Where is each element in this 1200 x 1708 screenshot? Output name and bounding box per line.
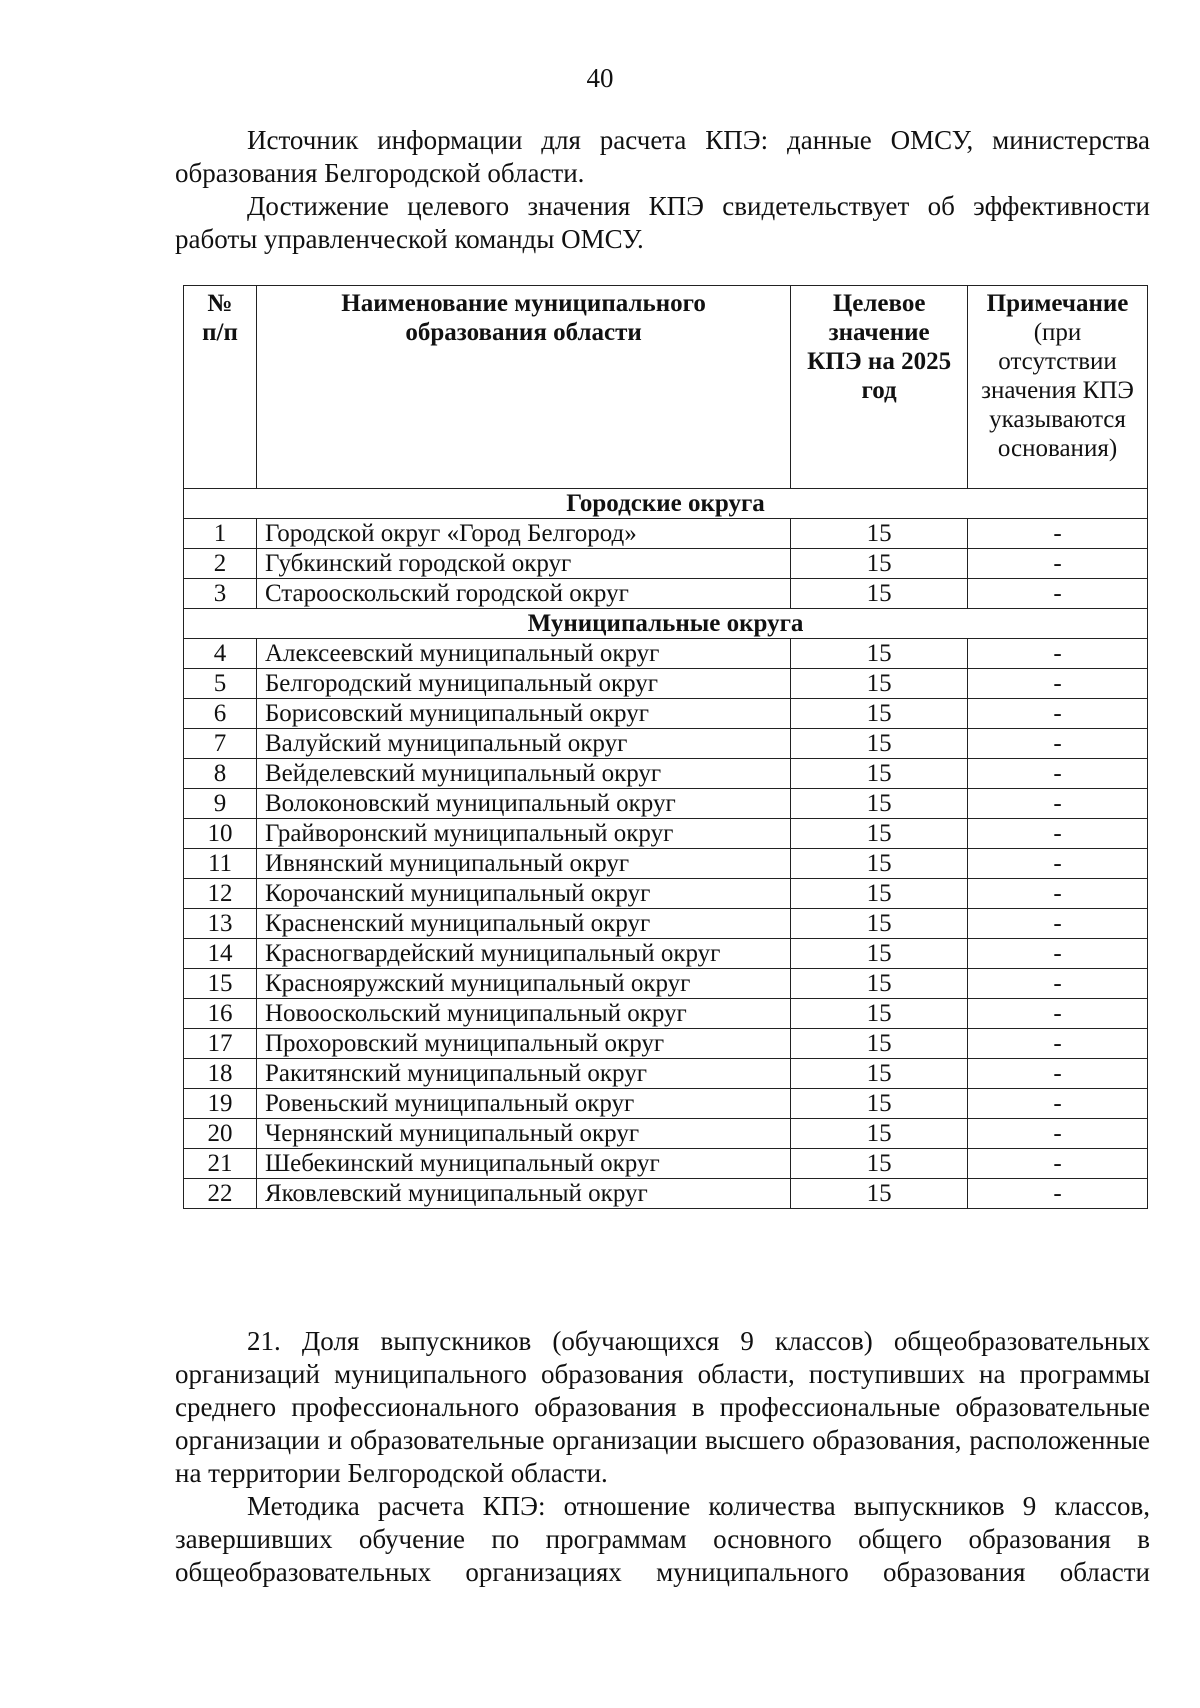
row-number: 19 bbox=[184, 1089, 257, 1119]
table-row bbox=[184, 549, 1148, 579]
table-row bbox=[184, 519, 1148, 549]
row-target-value: 15 bbox=[791, 1059, 968, 1089]
row-note: - bbox=[968, 639, 1148, 669]
row-target-value: 15 bbox=[791, 549, 968, 579]
table-row bbox=[184, 1149, 1148, 1179]
row-note: - bbox=[968, 549, 1148, 579]
table-row bbox=[184, 1119, 1148, 1149]
row-name: Ровеньский муниципальный округ bbox=[256, 1089, 790, 1119]
row-note: - bbox=[968, 1119, 1148, 1149]
table-row bbox=[184, 849, 1148, 879]
row-target-value: 15 bbox=[791, 639, 968, 669]
row-name: Борисовский муниципальный округ bbox=[256, 699, 790, 729]
group-title: Муниципальные округа bbox=[184, 609, 1148, 639]
row-name: Шебекинский муниципальный округ bbox=[256, 1149, 790, 1179]
row-number: 10 bbox=[184, 819, 257, 849]
table-header-row bbox=[184, 286, 1148, 489]
row-name: Красненский муниципальный округ bbox=[256, 909, 790, 939]
row-number: 12 bbox=[184, 879, 257, 909]
group-title: Городские округа bbox=[184, 489, 1148, 519]
row-target-value: 15 bbox=[791, 969, 968, 999]
row-target-value: 15 bbox=[791, 579, 968, 609]
row-target-value: 15 bbox=[791, 879, 968, 909]
row-note: - bbox=[968, 909, 1148, 939]
row-target-value: 15 bbox=[791, 729, 968, 759]
row-target-value: 15 bbox=[791, 789, 968, 819]
row-number: 6 bbox=[184, 699, 257, 729]
row-number: 13 bbox=[184, 909, 257, 939]
row-name: Яковлевский муниципальный округ bbox=[256, 1179, 790, 1209]
source-paragraph: Источник информации для расчета КПЭ: данные ОМСУ, министерства образования Белгородской области. bbox=[175, 125, 1150, 188]
table-row bbox=[184, 879, 1148, 909]
row-target-value: 15 bbox=[791, 909, 968, 939]
row-number: 21 bbox=[184, 1149, 257, 1179]
row-name: Ракитянский муниципальный округ bbox=[256, 1059, 790, 1089]
row-note: - bbox=[968, 729, 1148, 759]
row-name: Губкинский городской округ bbox=[256, 549, 790, 579]
row-target-value: 15 bbox=[791, 939, 968, 969]
row-number: 11 bbox=[184, 849, 257, 879]
row-number: 18 bbox=[184, 1059, 257, 1089]
row-note: - bbox=[968, 939, 1148, 969]
row-note: - bbox=[968, 879, 1148, 909]
row-target-value: 15 bbox=[791, 1029, 968, 1059]
row-number: 17 bbox=[184, 1029, 257, 1059]
row-name: Новооскольский муниципальный округ bbox=[256, 999, 790, 1029]
row-name: Городской округ «Город Белгород» bbox=[256, 519, 790, 549]
row-number: 1 bbox=[184, 519, 257, 549]
kpe-table bbox=[183, 285, 1148, 1209]
table-row bbox=[184, 579, 1148, 609]
row-note: - bbox=[968, 969, 1148, 999]
row-name: Волоконовский муниципальный округ bbox=[256, 789, 790, 819]
table-row bbox=[184, 969, 1148, 999]
row-target-value: 15 bbox=[791, 699, 968, 729]
row-note: - bbox=[968, 579, 1148, 609]
row-number: 22 bbox=[184, 1179, 257, 1209]
indicator-21-paragraph: 21. Доля выпускников (обучающихся 9 классов) общеобразовательных организаций муниципального образования области, поступивших на программы среднего профессионального образования в профессиональные образовательные организации и образовательные организации высшего образования, расположенные на территории Белгородской области. bbox=[175, 1326, 1150, 1488]
row-note: - bbox=[968, 1059, 1148, 1089]
table-row bbox=[184, 939, 1148, 969]
row-number: 4 bbox=[184, 639, 257, 669]
table-row bbox=[184, 999, 1148, 1029]
row-note: - bbox=[968, 759, 1148, 789]
row-name: Вейделевский муниципальный округ bbox=[256, 759, 790, 789]
row-name: Валуйский муниципальный округ bbox=[256, 729, 790, 759]
table-row bbox=[184, 819, 1148, 849]
row-number: 14 bbox=[184, 939, 257, 969]
table-row bbox=[184, 1179, 1148, 1209]
row-note: - bbox=[968, 1029, 1148, 1059]
row-number: 8 bbox=[184, 759, 257, 789]
row-note: - bbox=[968, 1089, 1148, 1119]
row-target-value: 15 bbox=[791, 999, 968, 1029]
header-name: Наименование муниципального образования области bbox=[256, 286, 790, 489]
header-note-title: Примечание bbox=[986, 290, 1129, 317]
group-header-row bbox=[184, 489, 1148, 519]
page-number: 40 bbox=[586, 63, 614, 93]
row-name: Ивнянский муниципальный округ bbox=[256, 849, 790, 879]
row-note: - bbox=[968, 519, 1148, 549]
table-row bbox=[184, 909, 1148, 939]
row-name: Чернянский муниципальный округ bbox=[256, 1119, 790, 1149]
row-name: Белгородский муниципальный округ bbox=[256, 669, 790, 699]
table-row bbox=[184, 729, 1148, 759]
header-note bbox=[968, 286, 1148, 489]
row-note: - bbox=[968, 1179, 1148, 1209]
header-note-rest: (при отсутствии значения КПЭ указываются основания) bbox=[981, 319, 1134, 462]
table-row bbox=[184, 639, 1148, 669]
row-number: 15 bbox=[184, 969, 257, 999]
row-number: 3 bbox=[184, 579, 257, 609]
table-row bbox=[184, 1089, 1148, 1119]
row-target-value: 15 bbox=[791, 819, 968, 849]
row-number: 5 bbox=[184, 669, 257, 699]
row-target-value: 15 bbox=[791, 1179, 968, 1209]
row-note: - bbox=[968, 699, 1148, 729]
row-number: 16 bbox=[184, 999, 257, 1029]
row-target-value: 15 bbox=[791, 1089, 968, 1119]
table-row bbox=[184, 669, 1148, 699]
methodology-paragraph: Методика расчета КПЭ: отношение количества выпускников 9 классов, завершивших обучение по программам основного общего образования в общеобразовательных организациях муниципального образования области bbox=[175, 1491, 1150, 1587]
row-number: 2 bbox=[184, 549, 257, 579]
row-name: Корочанский муниципальный округ bbox=[256, 879, 790, 909]
row-name: Прохоровский муниципальный округ bbox=[256, 1029, 790, 1059]
row-note: - bbox=[968, 819, 1148, 849]
table-row bbox=[184, 699, 1148, 729]
table-row bbox=[184, 789, 1148, 819]
row-target-value: 15 bbox=[791, 1149, 968, 1179]
row-note: - bbox=[968, 849, 1148, 879]
row-number: 9 bbox=[184, 789, 257, 819]
table-row bbox=[184, 759, 1148, 789]
achievement-paragraph: Достижение целевого значения КПЭ свидетельствует об эффективности работы управленческой команды ОМСУ. bbox=[175, 191, 1150, 254]
row-name: Грайворонский муниципальный округ bbox=[256, 819, 790, 849]
row-name: Старооскольский городской округ bbox=[256, 579, 790, 609]
table-row bbox=[184, 1029, 1148, 1059]
header-num: № п/п bbox=[184, 286, 257, 489]
row-name: Алексеевский муниципальный округ bbox=[256, 639, 790, 669]
row-number: 7 bbox=[184, 729, 257, 759]
row-target-value: 15 bbox=[791, 759, 968, 789]
row-note: - bbox=[968, 1149, 1148, 1179]
row-note: - bbox=[968, 789, 1148, 819]
row-note: - bbox=[968, 999, 1148, 1029]
row-target-value: 15 bbox=[791, 669, 968, 699]
row-note: - bbox=[968, 669, 1148, 699]
group-header-row bbox=[184, 609, 1148, 639]
row-number: 20 bbox=[184, 1119, 257, 1149]
row-target-value: 15 bbox=[791, 849, 968, 879]
row-target-value: 15 bbox=[791, 1119, 968, 1149]
header-target: Целевое значение КПЭ на 2025 год bbox=[791, 286, 968, 489]
row-name: Красногвардейский муниципальный округ bbox=[256, 939, 790, 969]
row-name: Краснояружский муниципальный округ bbox=[256, 969, 790, 999]
row-target-value: 15 bbox=[791, 519, 968, 549]
table-body bbox=[184, 489, 1148, 1209]
table-row bbox=[184, 1059, 1148, 1089]
